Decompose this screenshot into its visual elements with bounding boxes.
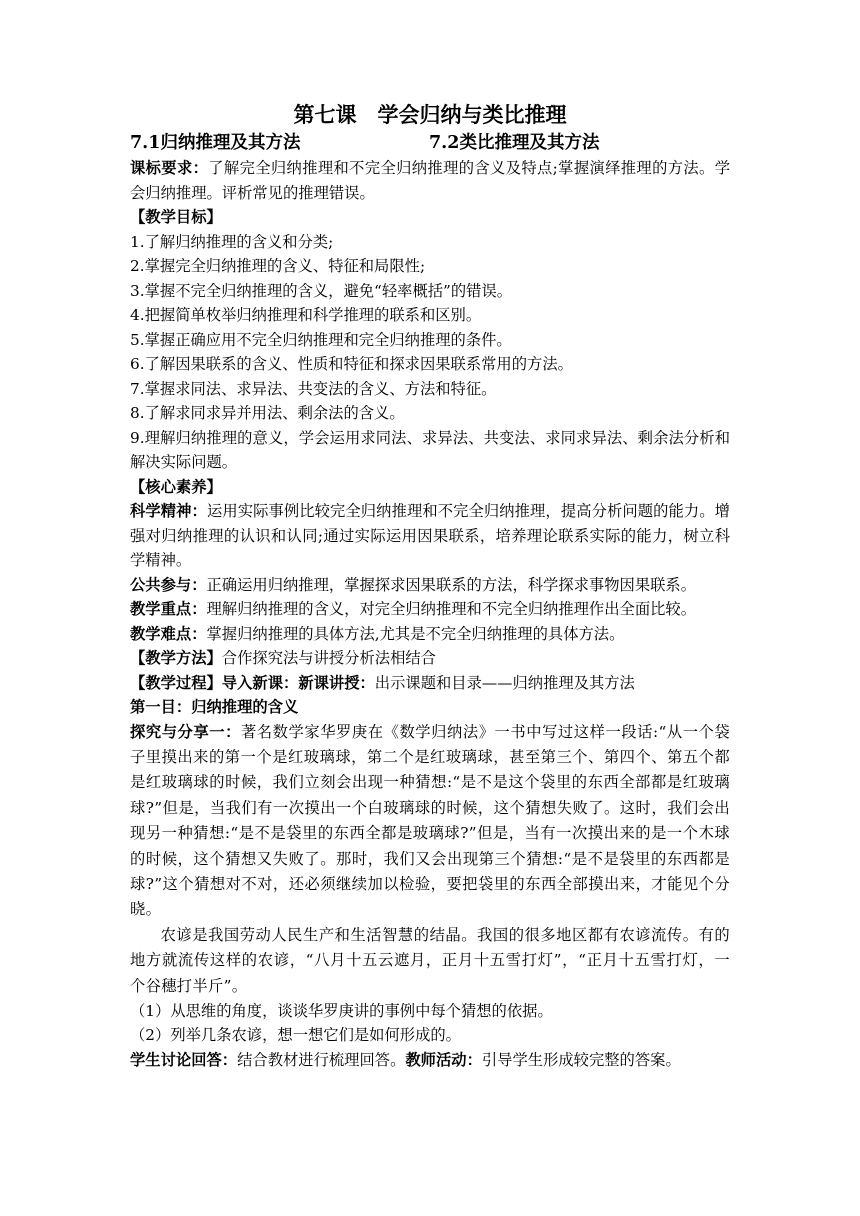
key-point-label: 教学重点：: [130, 600, 207, 618]
question-item: （1）从思维的角度，谈谈华罗庚讲的事例中每个猜想的依据。: [130, 1001, 553, 1020]
public-label: 公共参与：: [130, 575, 207, 594]
difficulty-paragraph: [130, 622, 730, 647]
curriculum-text: 了解完全归纳推理和不完全归纳推理的含义及特点;掌握演绎推理的方法。学会归纳推理。评析常见的推理错误。: [130, 159, 730, 202]
lecture-label: 新课讲授：: [298, 673, 375, 692]
goals-heading: 【教学目标】: [130, 208, 222, 226]
explore-text: 著名数学家华罗庚在《数学归纳法》一书中写过这样一段话:“从一个袋子里摸出来的第一个是红玻璃球，第二个是红玻璃球，甚至第三个、第四个、第五个都是红玻璃球的时候，我们立刻会出现一种猜想:“是不是这个袋里的东西全部都是红玻璃球?”但是，当我们有一次摸出一个白玻璃球的时候，这个猜想失败了。这时，我们会出现另一种猜想:“是不是袋里的东西全都是玻璃球?”但是，当有一次摸出来的是一个木球的时候，这个猜想又失败了。那时，我们又会出现第三个猜想:“是不是袋里的东西都是球?”这个猜想对不对，还必须继续加以检验，要把袋里的东西全部摸出来，才能见个分晓。: [130, 722, 730, 919]
goal-item: 4.把握简单枚举归纳推理和科学推理的联系和区别。: [130, 306, 482, 324]
discussion-label: 学生讨论回答：: [130, 1050, 238, 1069]
curriculum-label: 课标要求：: [130, 159, 209, 177]
goal-item: 1.了解归纳推理的含义和分类;: [130, 232, 334, 251]
public-paragraph: [130, 573, 730, 598]
goal-item: 2.掌握完全归纳推理的含义、特征和局限性;: [130, 257, 426, 275]
method-text: 合作探究法与讲授分析法相结合: [221, 649, 436, 667]
page-title: 第七课 学会归纳与类比推理: [293, 102, 567, 127]
literacy-heading: 【核心素养】: [130, 477, 222, 496]
process-text: 出示课题和目录——归纳推理及其方法: [374, 673, 635, 692]
section-title: 第一目：归纳推理的含义: [130, 698, 299, 716]
intro-label: 导入新课：: [221, 673, 299, 692]
document-page: [130, 100, 730, 1072]
curriculum-paragraph: [130, 156, 730, 205]
difficulty-label: 教学难点：: [130, 624, 207, 643]
process-paragraph: [130, 671, 730, 696]
subtitles: [130, 130, 730, 156]
key-point-paragraph: [130, 597, 730, 622]
goal-item: 7.掌握求同法、求异法、共变法的含义、方法和特征。: [130, 379, 497, 398]
difficulty-text: 掌握归纳推理的具体方法,尤其是不完全归纳推理的具体方法。: [206, 624, 625, 643]
subtitle-left: 7.1归纳推理及其方法: [130, 133, 301, 153]
science-label: 科学精神：: [130, 502, 207, 520]
goal-item: 6.了解因果联系的含义、性质和特征和探求因果联系常用的方法。: [130, 355, 573, 373]
teacher-label: 教师活动：: [405, 1050, 482, 1069]
teacher-text: 引导学生形成较完整的答案。: [481, 1050, 681, 1069]
process-label: 【教学过程】: [130, 673, 222, 692]
explore-label: 探究与分享一：: [130, 722, 241, 741]
explore-paragraph: [130, 720, 730, 923]
proverb-paragraph: 农谚是我国劳动人民生产和生活智慧的结晶。我国的很多地区都有农谚流传。有的地方就流传这样的农谚，“八月十五云遮月，正月十五雪打灯”，“正月十五雪打灯，一个谷穗打半斤”。: [130, 925, 730, 995]
discussion-text: 结合教材进行梳理回答。: [237, 1050, 406, 1069]
method-paragraph: [130, 646, 730, 671]
subtitle-right: 7.2类比推理及其方法: [429, 133, 600, 153]
method-label: 【教学方法】: [130, 649, 222, 667]
science-text: 运用实际事例比较完全归纳推理和不完全归纳推理，提高分析问题的能力。增强对归纳推理的认识和认同;通过实际运用因果联系，培养理论联系实际的能力，树立科学精神。: [130, 502, 730, 569]
public-text: 正确运用归纳推理，掌握探求因果联系的方法，科学探求事物因果联系。: [206, 575, 697, 594]
goal-item: 9.理解归纳推理的意义，学会运用求同法、求异法、共变法、求同求异法、剩余法分析和解决实际问题。: [130, 428, 730, 471]
key-point-text: 理解归纳推理的含义，对完全归纳推理和不完全归纳推理作出全面比较。: [206, 600, 697, 618]
goal-item: 3.掌握不完全归纳推理的含义，避免“轻率概括”的错误。: [130, 281, 513, 300]
question-item: （2）列举几条农谚，想一想它们是如何形成的。: [130, 1026, 461, 1045]
goal-item: 8.了解求同求异并用法、剩余法的含义。: [130, 404, 405, 422]
section-heading: [130, 695, 730, 720]
goal-item: 5.掌握正确应用不完全归纳推理和完全归纳推理的条件。: [130, 330, 512, 349]
discussion-paragraph: [130, 1048, 730, 1073]
science-paragraph: [130, 499, 730, 573]
